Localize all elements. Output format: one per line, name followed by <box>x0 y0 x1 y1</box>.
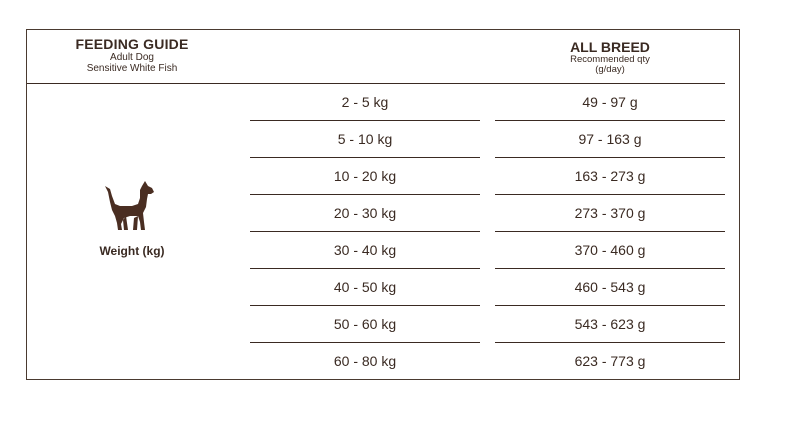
qty-cell: 163 - 273 g <box>495 158 725 195</box>
table-row <box>250 232 725 269</box>
weight-label: Weight (kg) <box>99 244 165 258</box>
breed-title: ALL BREED <box>570 39 650 55</box>
feeding-guide-table <box>26 29 740 380</box>
qty-cell: 49 - 97 g <box>495 84 725 121</box>
unit-label: (g/day) <box>595 64 625 75</box>
weight-cell: 20 - 30 kg <box>250 195 480 232</box>
guide-title: FEEDING GUIDE <box>75 36 189 52</box>
table-row <box>250 306 725 343</box>
qty-cell: 460 - 543 g <box>495 269 725 306</box>
guide-header <box>27 36 237 74</box>
recommended-qty-label: Recommended qty <box>570 54 650 65</box>
weight-cell: 40 - 50 kg <box>250 269 480 306</box>
qty-cell: 370 - 460 g <box>495 232 725 269</box>
table-row <box>250 195 725 232</box>
guide-subtitle-recipe: Sensitive White Fish <box>86 63 178 74</box>
qty-cell: 273 - 370 g <box>495 195 725 232</box>
weight-cell: 60 - 80 kg <box>333 353 397 369</box>
feeding-rows <box>250 84 725 380</box>
weight-cell: 30 - 40 kg <box>250 232 480 269</box>
table-row <box>250 269 725 306</box>
weight-cell: 50 - 60 kg <box>250 306 480 343</box>
table-row <box>250 158 725 195</box>
weight-cell: 10 - 20 kg <box>250 158 480 195</box>
table-row <box>250 84 725 121</box>
table-row <box>250 121 725 158</box>
qty-cell: 623 - 773 g <box>574 353 646 369</box>
weight-column-label <box>27 180 237 258</box>
qty-cell: 97 - 163 g <box>495 121 725 158</box>
table-row <box>250 343 725 380</box>
weight-cell: 5 - 10 kg <box>250 121 480 158</box>
dog-icon <box>102 180 162 232</box>
breed-header <box>495 39 725 75</box>
qty-cell: 543 - 623 g <box>495 306 725 343</box>
guide-subtitle-product-type: Adult Dog <box>110 52 154 63</box>
weight-cell: 2 - 5 kg <box>250 84 480 121</box>
